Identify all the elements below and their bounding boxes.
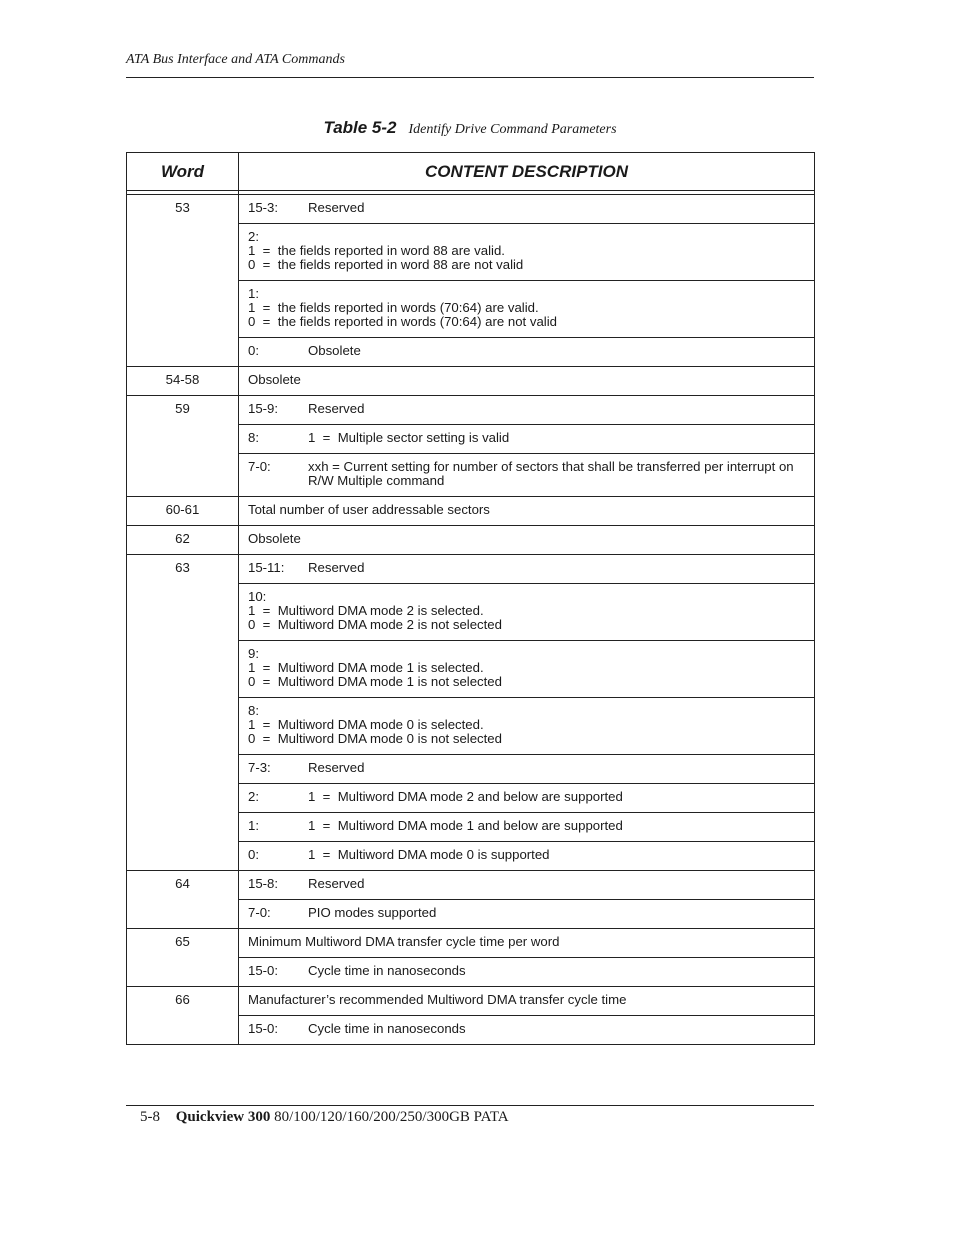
bit-code: 0:: [248, 847, 259, 862]
table-row: [127, 367, 815, 396]
description-cell: [239, 338, 815, 367]
word-cell: 63: [127, 555, 239, 871]
bit-code: 15-9:: [248, 401, 279, 416]
word-cell: 53: [127, 195, 239, 367]
description-cell: [239, 698, 815, 755]
bit-code: 7-3:: [248, 760, 271, 775]
description-cell: [239, 425, 815, 454]
description-cell: [239, 641, 815, 698]
product-models: 80/100/120/160/200/250/300GB PATA: [274, 1109, 509, 1125]
bit-text: 1 = Multiword DMA mode 0 is selected.: [248, 717, 484, 732]
table-title: Identify Drive Command Parameters: [408, 122, 617, 137]
bit-text: xxh = Current setting for number of sectors that shall be transferred per interrupt on R/W Multiple command: [308, 459, 794, 488]
bit-text: Reserved: [308, 876, 365, 891]
bit-text: 1 = Multiword DMA mode 2 and below are supported: [308, 789, 623, 804]
description-cell: [239, 784, 815, 813]
bit-code: 2:: [248, 789, 259, 804]
bit-text: 1 = Multiword DMA mode 1 is selected.: [248, 660, 484, 675]
table-header-row: [127, 153, 815, 191]
bit-code: 15-11:: [248, 560, 285, 575]
description-cell: [239, 755, 815, 784]
table-row: [127, 929, 815, 958]
bit-text: Reserved: [308, 401, 365, 416]
bit-code: 10:: [248, 589, 267, 604]
bit-text: Cycle time in nanoseconds: [308, 963, 466, 978]
word-cell: 59: [127, 396, 239, 497]
bit-text: 1 = the fields reported in word 88 are valid.: [248, 243, 505, 258]
table-row: [127, 871, 815, 900]
table-row: [127, 526, 815, 555]
description-cell: Obsolete: [239, 526, 815, 555]
parameters-table-wrap: [126, 152, 814, 1045]
description-cell: [239, 900, 815, 929]
bit-code: 15-8:: [248, 876, 279, 891]
bit-entry: [248, 460, 805, 488]
bit-code: 7-0:: [248, 905, 271, 920]
header-rule: [126, 77, 814, 78]
column-header-description: CONTENT DESCRIPTION: [239, 153, 815, 191]
description-cell: [239, 555, 815, 584]
bit-text: Reserved: [308, 200, 365, 215]
bit-text: PIO modes supported: [308, 905, 437, 920]
bit-code: 15-3:: [248, 200, 279, 215]
description-cell: Manufacturer’s recommended Multiword DMA transfer cycle time: [239, 987, 815, 1016]
bit-text: 0 = the fields reported in word 88 are not valid: [248, 257, 524, 272]
bit-code: 0:: [248, 343, 259, 358]
bit-text: Reserved: [308, 760, 365, 775]
table-row: [127, 987, 815, 1016]
table-caption: [126, 118, 814, 138]
bit-text: 1 = Multiword DMA mode 0 is supported: [308, 847, 550, 862]
bit-code: 8:: [248, 703, 259, 718]
description-cell: [239, 842, 815, 871]
bit-text: Reserved: [308, 560, 365, 575]
description-cell: [239, 396, 815, 425]
footer-rule: [126, 1105, 814, 1106]
table-row: [127, 396, 815, 425]
description-cell: [239, 195, 815, 224]
description-cell: Obsolete: [239, 367, 815, 396]
column-header-word: Word: [127, 153, 239, 191]
bit-text: 0 = Multiword DMA mode 2 is not selected: [248, 617, 502, 632]
bit-code: 9:: [248, 646, 259, 661]
bit-text: 0 = Multiword DMA mode 0 is not selected: [248, 731, 502, 746]
table-number: Table 5-2: [323, 118, 397, 137]
bit-text: 0 = the fields reported in words (70:64) are not valid: [248, 314, 557, 329]
bit-text: 1 = Multiword DMA mode 1 and below are supported: [308, 818, 623, 833]
word-cell: 64: [127, 871, 239, 929]
bit-code: 1:: [248, 818, 259, 833]
bit-code: 1:: [248, 286, 259, 301]
bit-code: 15-0:: [248, 963, 279, 978]
description-cell: [239, 1016, 815, 1045]
description-cell: [239, 224, 815, 281]
description-cell: [239, 813, 815, 842]
bit-text: Cycle time in nanoseconds: [308, 1021, 466, 1036]
table-row: [127, 555, 815, 584]
description-cell: [239, 584, 815, 641]
description-cell: [239, 281, 815, 338]
description-cell: [239, 958, 815, 987]
word-cell: 54-58: [127, 367, 239, 396]
parameters-table: [126, 152, 815, 1045]
bit-text: 1 = Multiword DMA mode 2 is selected.: [248, 603, 484, 618]
table-row: [127, 195, 815, 224]
word-cell: 60-61: [127, 497, 239, 526]
running-header: ATA Bus Interface and ATA Commands: [126, 52, 345, 67]
page-footer: [140, 1109, 509, 1126]
description-cell: Total number of user addressable sectors: [239, 497, 815, 526]
description-cell: Minimum Multiword DMA transfer cycle time per word: [239, 929, 815, 958]
description-cell: [239, 871, 815, 900]
bit-code: 7-0:: [248, 459, 271, 474]
word-cell: 65: [127, 929, 239, 987]
description-cell: [239, 454, 815, 497]
bit-code: 8:: [248, 430, 259, 445]
bit-text: 1 = the fields reported in words (70:64) are valid.: [248, 300, 539, 315]
bit-text: 0 = Multiword DMA mode 1 is not selected: [248, 674, 502, 689]
word-cell: 62: [127, 526, 239, 555]
word-cell: 66: [127, 987, 239, 1045]
bit-text: 1 = Multiple sector setting is valid: [308, 430, 510, 445]
bit-text: Obsolete: [308, 343, 361, 358]
bit-code: 15-0:: [248, 1021, 279, 1036]
page-number: 5-8: [140, 1109, 160, 1125]
product-name: Quickview 300: [175, 1109, 271, 1125]
bit-code: 2:: [248, 229, 259, 244]
table-row: [127, 497, 815, 526]
